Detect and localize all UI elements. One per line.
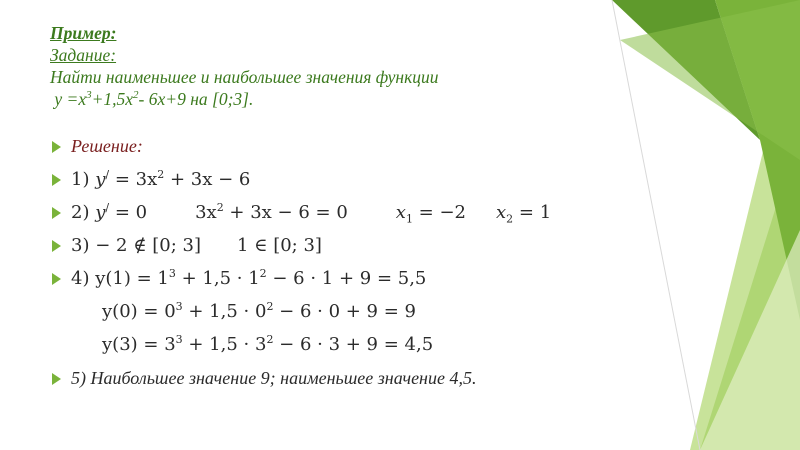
math-part: y(3) = 3	[102, 334, 176, 355]
math-part: 3x	[195, 202, 217, 223]
step-2	[71, 201, 552, 226]
math-part: 3	[168, 267, 176, 280]
math-part: − 6 · 1 + 9 = 5,5	[266, 268, 427, 289]
bullet-arrow-icon	[52, 273, 61, 285]
step-3	[71, 235, 322, 256]
task-text: Найти наименьшее и наибольшее значения функции	[50, 67, 439, 87]
solution-label: Решение:	[71, 136, 143, 156]
math-part: 3	[175, 333, 183, 346]
step-4-line-3	[102, 334, 433, 355]
math-part: + 1,5 · 3	[182, 334, 267, 355]
bullet-arrow-icon	[52, 373, 61, 385]
math-part: − 2 ∉ [0; 3]	[95, 235, 201, 256]
function-part: +1,5x	[91, 89, 134, 109]
function-part: - 6x+9 на [0;3].	[138, 89, 254, 109]
bullet-arrow-icon	[52, 240, 61, 252]
function-definition	[50, 88, 439, 110]
math-part: y	[95, 169, 106, 190]
function-part: y =x	[54, 89, 87, 109]
math-part: = 1	[513, 202, 552, 223]
bullet-arrow-icon	[52, 174, 61, 186]
step-1	[71, 169, 250, 190]
math-part: 1	[405, 212, 413, 226]
math-part: + 3x − 6	[164, 169, 251, 190]
bullet-arrow-icon	[52, 207, 61, 219]
step-number: 3)	[71, 235, 90, 256]
math-part: 2	[216, 201, 224, 214]
math-part: = 3x	[109, 169, 158, 190]
math-part: − 6 · 0 + 9 = 9	[273, 301, 416, 322]
function-exponent: 2	[133, 89, 139, 102]
step-number: 1)	[71, 169, 90, 190]
function-exponent: 3	[86, 89, 92, 102]
math-part: 3	[175, 300, 183, 313]
task-label: Задание:	[50, 45, 117, 65]
step-number: 4)	[71, 268, 90, 289]
slide-heading	[50, 22, 439, 110]
math-part: x	[395, 202, 406, 223]
math-part: /	[105, 201, 110, 214]
math-part: − 6 · 3 + 9 = 4,5	[273, 334, 434, 355]
math-part: 1 ∈ [0; 3]	[236, 235, 322, 256]
math-part: 2	[157, 168, 165, 181]
bullet-arrow-icon	[52, 141, 61, 153]
math-part: y(0) = 0	[102, 301, 176, 322]
example-title: Пример:	[50, 23, 117, 43]
step-5: 5) Наибольшее значение 9; наименьшее значение 4,5.	[71, 368, 477, 388]
step-number: 2)	[71, 202, 90, 223]
math-part: = 0	[109, 202, 148, 223]
math-part: y(1) = 1	[95, 268, 169, 289]
math-part: 2	[266, 333, 274, 346]
math-part: + 1,5 · 0	[182, 301, 267, 322]
math-part: 2	[506, 212, 514, 226]
math-part: + 3x − 6 = 0	[223, 202, 348, 223]
math-part: y	[95, 202, 106, 223]
math-part: /	[105, 168, 110, 181]
step-4-line-2	[102, 301, 416, 322]
math-part: 2	[259, 267, 267, 280]
math-part: 2	[266, 300, 274, 313]
math-part: + 1,5 · 1	[175, 268, 260, 289]
math-part: = −2	[412, 202, 467, 223]
math-part: x	[496, 202, 507, 223]
step-4-line-1	[71, 268, 426, 289]
